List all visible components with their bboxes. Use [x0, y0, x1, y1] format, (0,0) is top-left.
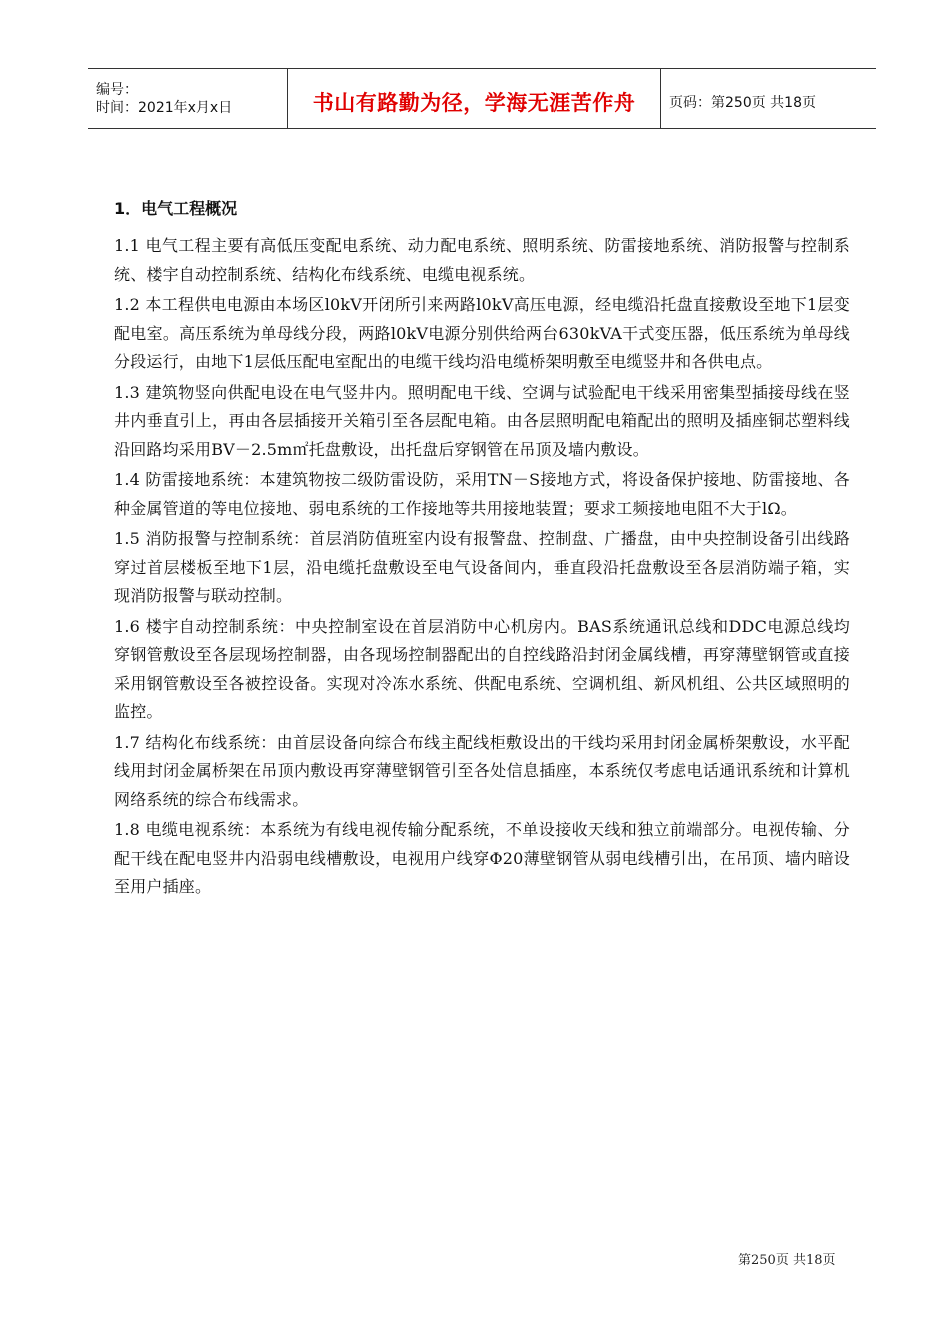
- header-motto: 书山有路勤为径，学海无涯苦作舟: [288, 69, 661, 128]
- paragraph-1-3: 1.3 建筑物竖向供配电设在电气竖井内。照明配电干线、空调与试验配电干线采用密集型插接母线在竖井内垂直引上，再由各层插接开关箱引至各层配电箱。由各层照明配电箱配出的照明及插座铜芯塑料线沿回路均采用BV－2.5m㎡托盘敷设，出托盘后穿钢管在吊顶及墙内敷设。: [114, 382, 850, 459]
- serial-label: 编号：: [96, 81, 138, 98]
- paragraph-1-6: 1.6 楼宇自动控制系统：中央控制室设在首层消防中心机房内。BAS系统通讯总线和DDC电源总线均穿钢管敷设至各层现场控制器，由各现场控制器配出的自控线路沿封闭金属线槽，再穿薄壁钢管或直接采用钢管敷设至各被控设备。实现对冷冻水系统、供配电系统、空调机组、新风机组、公共区域照明的监控。: [114, 616, 850, 721]
- paragraph-1-8: 1.8 电缆电视系统：本系统为有线电视传输分配系统，不单设接收天线和独立前端部分。电视传输、分配干线在配电竖井内沿弱电线槽敷设，电视用户线穿Φ20薄壁钢管从弱电线槽引出，在吊顶、墙内暗设至用户插座。: [114, 820, 850, 896]
- header-page-info: 页码：第250页 共18页: [669, 94, 816, 111]
- document-body: [114, 196, 850, 904]
- section-title: 1．电气工程概况: [114, 199, 238, 218]
- page-footer: 第250页 共18页: [738, 1253, 836, 1268]
- paragraph-1-7: 1.7 结构化布线系统：由首层设备向综合布线主配线柜敷设出的干线均采用封闭金属桥架敷设，水平配线用封闭金属桥架在吊顶内敷设再穿薄壁钢管引至各处信息插座，本系统仅考虑电话通讯系统和计算机网络系统的综合布线需求。: [114, 732, 850, 809]
- date-label: 时间：2021年x月x日: [96, 99, 233, 116]
- paragraph-1-1: 1.1 电气工程主要有高低压变配电系统、动力配电系统、照明系统、防雷接地系统、消防报警与控制系统、楼宇自动控制系统、结构化布线系统、电缆电视系统。: [114, 236, 850, 284]
- paragraph-1-4: 1.4 防雷接地系统：本建筑物按二级防雷设防，采用TN－S接地方式，将设备保护接地、防雷接地、各种金属管道的等电位接地、弱电系统的工作接地等共用接地装置；要求工频接地电阻不大于lΩ。: [114, 470, 850, 518]
- header-meta: [88, 69, 288, 128]
- paragraph-1-5: 1.5 消防报警与控制系统：首层消防值班室内设有报警盘、控制盘、广播盘，由中央控制设备引出线路穿过首层楼板至地下1层，沿电缆托盘敷设至电气设备间内，垂直段沿托盘敷设至各层消防端子箱，实现消防报警与联动控制。: [114, 529, 850, 605]
- paragraph-1-2: 1.2 本工程供电电源由本场区l0kV开闭所引来两路l0kV高压电源，经电缆沿托盘直接敷设至地下1层变配电室。高压系统为单母线分段，两路l0kV电源分别供给两台630kVA干式变压器，低压系统为单母线分段运行，由地下1层低压配电室配出的电缆干线均沿电缆桥架明敷至电缆竖井和各供电点。: [114, 295, 850, 371]
- page-header: [88, 68, 876, 129]
